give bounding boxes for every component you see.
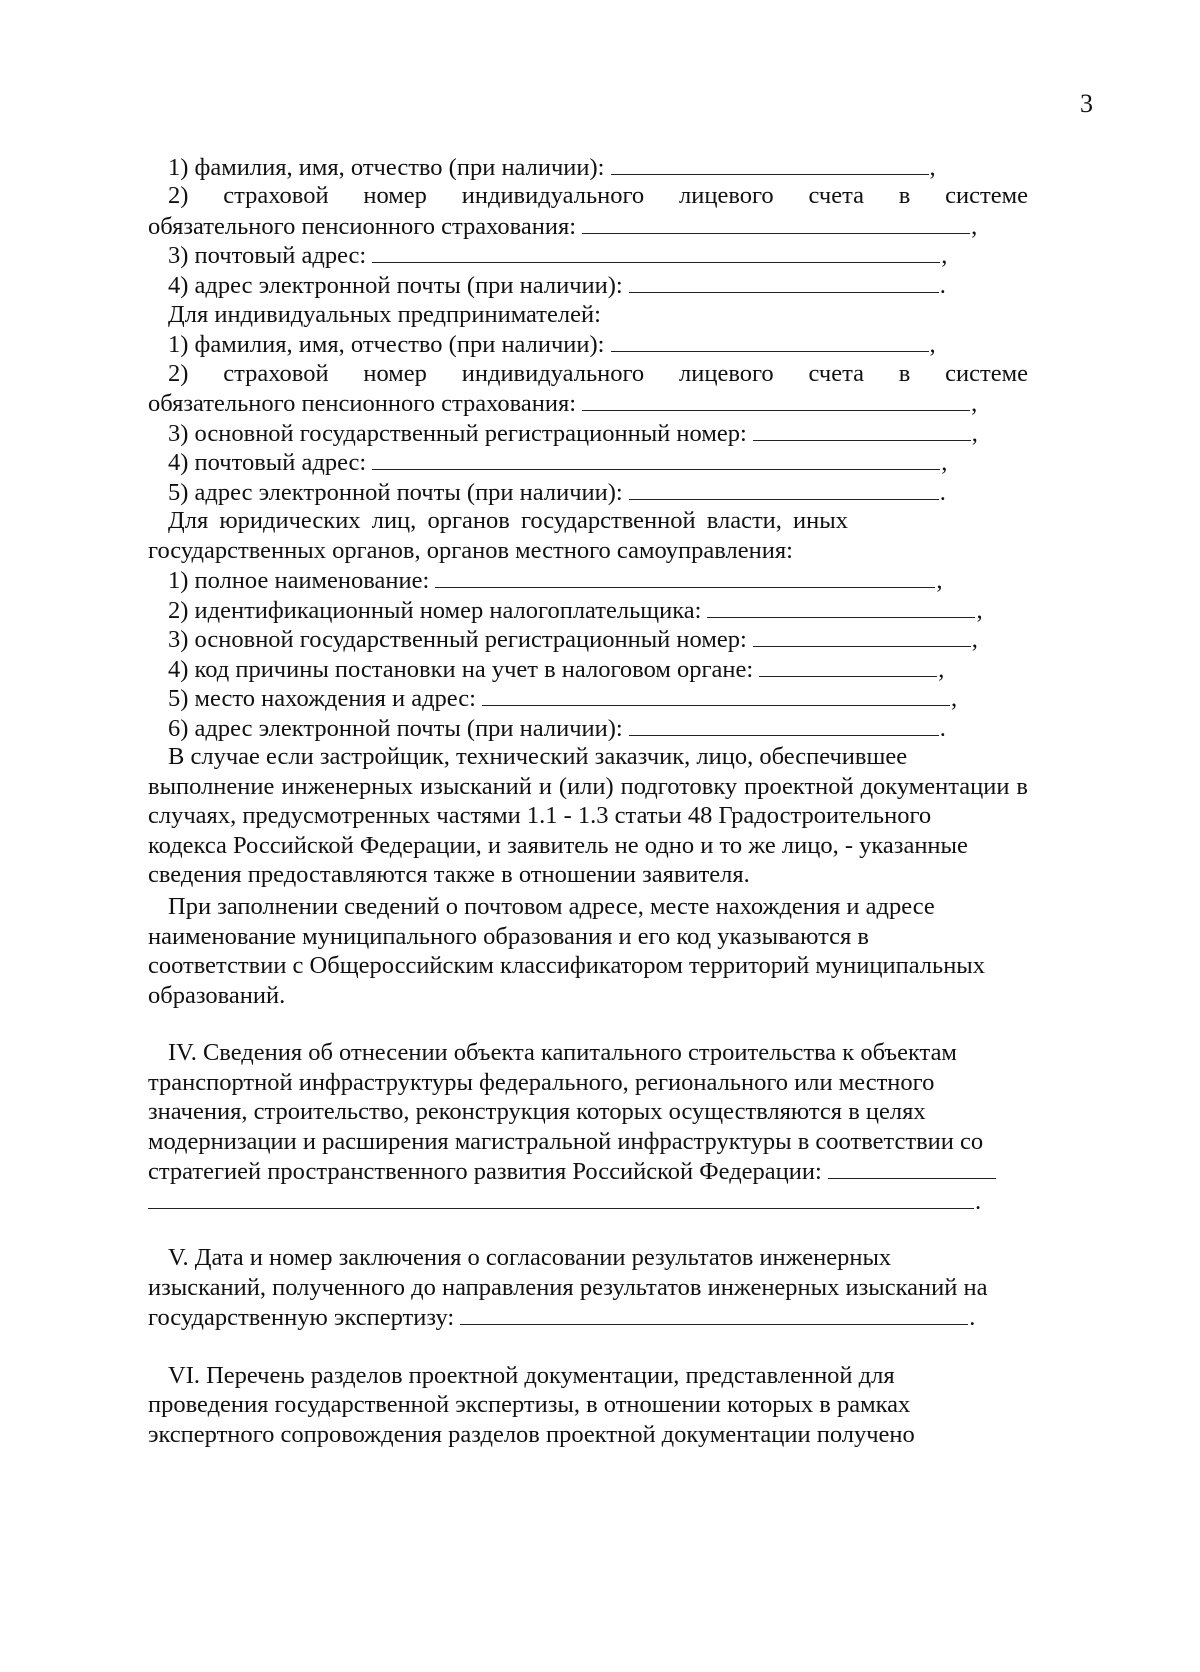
form-line: обязательного пенсионного страхования: ,: [148, 213, 978, 240]
blank-field: [582, 211, 970, 234]
blank-field: [753, 418, 971, 441]
form-line: .: [148, 1186, 1028, 1217]
paragraph-line: наименование муниципального образования и его код указываются в: [148, 923, 869, 950]
field-label: стратегией пространственного развития Российской Федерации:: [148, 1158, 822, 1185]
form-line: 1) фамилия, имя, отчество (при наличии): ,: [168, 331, 936, 358]
field-label: 5) адрес электронной почты (при наличии):: [168, 479, 623, 506]
paragraph-line: образований.: [148, 982, 286, 1009]
section-iv-line: значения, строительство, реконструкция которых осуществляются в целях: [148, 1098, 926, 1125]
text-line: 2) страховой номер индивидуального лицевого счета в системе: [168, 182, 1028, 209]
form-line: 1) полное наименование: ,: [168, 567, 943, 594]
section-v-line: изысканий, полученного до направления результатов инженерных изысканий на: [148, 1274, 988, 1301]
section-subheading: Для индивидуальных предпринимателей:: [168, 301, 601, 328]
blank-field: [148, 1186, 974, 1209]
form-line: 5) место нахождения и адрес: ,: [168, 685, 958, 712]
form-line: 5) адрес электронной почты (при наличии): .: [168, 479, 946, 506]
blank-field: [460, 1302, 968, 1325]
field-label: 1) фамилия, имя, отчество (при наличии):: [168, 154, 605, 181]
blank-field: [629, 270, 939, 293]
section-vi-line: экспертного сопровождения разделов проектной документации получено: [148, 1421, 915, 1448]
field-label: 3) основной государственный регистрационный номер:: [168, 420, 747, 447]
text-line: 2) страховой номер индивидуального лицевого счета в системе: [168, 360, 1028, 387]
field-label: 3) почтовый адрес:: [168, 242, 367, 269]
section-v-line: V. Дата и номер заключения о согласовании результатов инженерных: [168, 1244, 892, 1271]
blank-field: [611, 329, 929, 352]
blank-field: [372, 447, 940, 470]
field-label: 5) место нахождения и адрес:: [168, 685, 476, 712]
blank-field: [707, 595, 975, 618]
field-label: 2) идентификационный номер налогоплательщика:: [168, 597, 702, 624]
field-label: 4) почтовый адрес:: [168, 449, 367, 476]
blank-field: [753, 624, 971, 647]
section-vi-line: VI. Перечень разделов проектной документации, представленной для: [168, 1362, 895, 1389]
field-label: 4) адрес электронной почты (при наличии):: [168, 272, 623, 299]
field-label: 6) адрес электронной почты (при наличии):: [168, 715, 623, 742]
form-line: обязательного пенсионного страхования: ,: [148, 390, 978, 417]
field-label: обязательного пенсионного страхования:: [148, 390, 577, 417]
section-iv-line: IV. Сведения об отнесении объекта капитального строительства к объектам: [168, 1039, 957, 1066]
blank-field: [435, 565, 935, 588]
field-label: 4) код причины постановки на учет в налоговом органе:: [168, 656, 754, 683]
blank-field: [629, 713, 939, 736]
paragraph-line: кодекса Российской Федерации, и заявитель не одно и то же лицо, - указанные: [148, 832, 968, 859]
text-line: Для юридических лиц, органов государственной власти, иных: [168, 507, 848, 534]
paragraph-line: выполнение инженерных изысканий и (или) подготовку проектной документации в: [148, 773, 1028, 800]
field-label: государственную экспертизу:: [148, 1304, 455, 1331]
blank-field: [611, 152, 929, 175]
form-line: 4) код причины постановки на учет в налоговом органе: ,: [168, 656, 945, 683]
form-line: 6) адрес электронной почты (при наличии): .: [168, 715, 946, 742]
paragraph-line: соответствии с Общероссийским классификатором территорий муниципальных: [148, 952, 986, 979]
blank-field: [759, 654, 937, 677]
field-label: 3) основной государственный регистрационный номер:: [168, 626, 747, 653]
paragraph-line: случаях, предусмотренных частями 1.1 - 1.3 статьи 48 Градостроительного: [148, 802, 932, 829]
blank-field: [482, 683, 950, 706]
blank-field: [582, 388, 970, 411]
field-label: обязательного пенсионного страхования:: [148, 213, 577, 240]
blank-field: [372, 240, 940, 263]
paragraph-line: В случае если застройщик, технический заказчик, лицо, обеспечившее: [168, 743, 908, 770]
form-line: 3) почтовый адрес: ,: [168, 242, 948, 269]
text-line: государственных органов, органов местного самоуправления:: [148, 537, 793, 564]
form-line: [148, 1156, 1028, 1187]
form-line: 1) фамилия, имя, отчество (при наличии): ,: [168, 154, 936, 181]
section-vi-line: проведения государственной экспертизы, в отношении которых в рамках: [148, 1391, 911, 1418]
form-line: 3) основной государственный регистрационный номер: ,: [168, 626, 978, 653]
blank-field: [629, 477, 939, 500]
form-line: 4) почтовый адрес: ,: [168, 449, 948, 476]
field-label: 1) фамилия, имя, отчество (при наличии):: [168, 331, 605, 358]
section-iv-line: модернизации и расширения магистральной инфраструктуры в соответствии со: [148, 1128, 984, 1155]
form-line: 2) идентификационный номер налогоплательщика: ,: [168, 597, 983, 624]
page-number: 3: [1080, 89, 1093, 118]
field-label: 1) полное наименование:: [168, 567, 430, 594]
section-iv-line: транспортной инфраструктуры федерального, регионального или местного: [148, 1069, 935, 1096]
form-line: 4) адрес электронной почты (при наличии): .: [168, 272, 946, 299]
paragraph-line: сведения предоставляются также в отношении заявителя.: [148, 861, 750, 888]
blank-field: [828, 1156, 996, 1179]
form-line: государственную экспертизу: .: [148, 1304, 976, 1331]
paragraph-line: При заполнении сведений о почтовом адресе, месте нахождения и адресе: [168, 893, 935, 920]
form-line: 3) основной государственный регистрационный номер: ,: [168, 420, 978, 447]
